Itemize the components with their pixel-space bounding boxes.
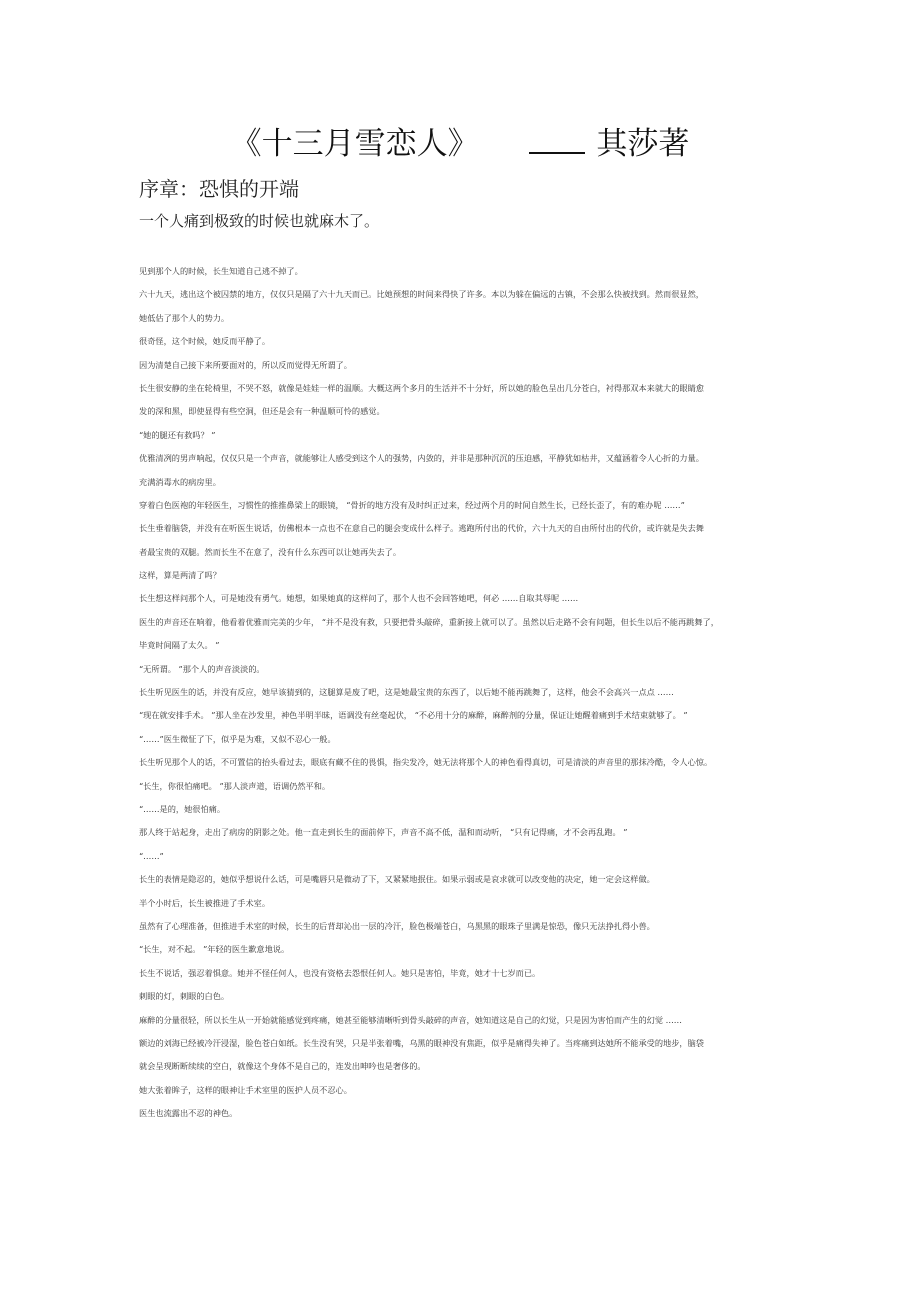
body-text bbox=[139, 260, 779, 1125]
body-line: “现在就安排手术。 ”那人坐在沙发里，神色半明半昧，语调没有丝毫起伏， “不必用十分的麻醉，麻醉剂的分量，保证让她醒着痛到手术结束就够了。 ” bbox=[139, 710, 688, 721]
body-line: 长生垂着脑袋，并没有在听医生说话，仿佛根本一点也不在意自己的腿会变成什么样子。逃跑所付出的代价，六十九天的自由所付出的代价，或许就是失去舞 bbox=[139, 523, 704, 534]
body-line: “无所谓。 ”那个人的声音淡淡的。 bbox=[139, 663, 265, 674]
body-line: 六十九天，逃出这个被囚禁的地方，仅仅只是隔了六十九天而已。比她预想的时间来得快了许多。本以为躲在偏远的古镇，不会那么快被找到。然而很显然， bbox=[139, 289, 704, 300]
body-line: 因为清楚自己接下来所要面对的，所以反而觉得无所谓了。 bbox=[139, 359, 352, 370]
body-line: 毕竟时间隔了太久。 ” bbox=[139, 640, 220, 651]
body-line: 麻醉的分量很轻，所以长生从一开始就能感觉到疼痛，她甚至能够清晰听到骨头敲碎的声音，她知道这是自己的幻觉，只是因为害怕而产生的幻觉 …… bbox=[139, 1014, 682, 1025]
body-line: 充满消毒水的病房里。 bbox=[139, 476, 221, 487]
body-line: 长生听见那个人的话，不可置信的抬头看过去，眼底有藏不住的畏惧，指尖发冷，她无法将那个人的神色看得真切，可是清淡的声音里的那抹冷酷，令人心惊。 bbox=[139, 757, 713, 768]
body-line: 者最宝贵的双腿。然而长生不在意了，没有什么东西可以让她再失去了。 bbox=[139, 546, 402, 557]
author-underline bbox=[529, 128, 585, 154]
body-line: 优雅清冽的男声响起，仅仅只是一个声音，就能够让人感受到这个人的强势，内敛的，并非是那种沉沉的压迫感，平静犹如枯井，又蕴涵着令人心折的力量。 bbox=[139, 453, 704, 464]
body-line: 长生很安静的坐在轮椅里，不哭不怒，就像是娃娃一样的温顺。大概这两个多月的生活并不十分好，所以她的脸色呈出几分苍白，衬得那双本来就大的眼睛愈 bbox=[139, 382, 704, 393]
body-line: 额边的刘海已经被冷汗浸湿，脸色苍白如纸。长生没有哭，只是半张着嘴，乌黑的眼神没有焦距，似乎是痛得失神了。当疼痛到达她所不能承受的地步，脑袋 bbox=[139, 1037, 704, 1048]
chapter-title: 序章：恐惧的开端 bbox=[139, 177, 299, 201]
document-title-row bbox=[0, 118, 920, 163]
document-author: 其莎著 bbox=[596, 126, 690, 162]
body-line: 医生的声音还在响着，他看着优雅而完美的少年， “并不是没有救，只要把骨头敲碎，重新接上就可以了。虽然以后走路不会有问题，但长生以后不能再跳舞了， bbox=[139, 616, 719, 627]
body-line: 发的深和黑，即使显得有些空洞，但还是会有一种温顺可怜的感觉。 bbox=[139, 406, 385, 417]
body-line: 见到那个人的时候，长生知道自己逃不掉了。 bbox=[139, 266, 303, 276]
body-line: 很奇怪，这个时候，她反而平静了。 bbox=[139, 336, 271, 347]
body-line: 就会呈现断断续续的空白，就像这个身体不是自己的，连发出呻吟也是奢侈的。 bbox=[139, 1061, 426, 1072]
body-line: 她低估了那个人的势力。 bbox=[139, 312, 230, 323]
document-title: 《十三月雪恋人》 bbox=[230, 126, 479, 162]
body-line: “……” bbox=[139, 850, 164, 861]
body-line: 长生想这样问那个人，可是她没有勇气。她想，如果她真的这样问了，那个人也不会回答她吧，何必 ……自取其辱呢 …… bbox=[139, 593, 579, 604]
body-line: “她的腿还有救吗？ ” bbox=[139, 429, 216, 440]
body-line: 刺眼的灯，刺眼的白色。 bbox=[139, 991, 230, 1002]
body-line: 她大张着眸子，这样的眼神让手术室里的医护人员不忍心。 bbox=[139, 1084, 352, 1095]
body-line: “……是的，她很怕痛。 bbox=[139, 803, 226, 814]
body-line: 医生也流露出不忍的神色。 bbox=[139, 1108, 238, 1119]
body-line: “……”医生微怔了下，似乎是为难，又似不忍心一般。 bbox=[139, 733, 336, 744]
body-line: 长生不说话，强忍着惧意。她并不怪任何人，也没有资格去怨恨任何人。她只是害怕，毕竟，她才十七岁而已。 bbox=[139, 967, 541, 978]
body-line: “长生，对不起。 ”年轻的医生歉意地说。 bbox=[139, 944, 290, 955]
body-line: 半个小时后，长生被推进了手术室。 bbox=[139, 897, 271, 908]
body-line: 长生听见医生的话，并没有反应，她早该猜到的，这腿算是废了吧，这是她最宝贵的东西了，以后她不能再跳舞了，这样，他会不会高兴一点点 …… bbox=[139, 687, 674, 698]
body-line: 那人终于站起身，走出了病房的阴影之处。他一直走到长生的面前停下，声音不高不低，温和而动听， “只有记得痛，才不会再乱跑。 ” bbox=[139, 827, 628, 838]
body-line: “长生，你很怕痛吧。 ”那人淡声道，语调仍然平和。 bbox=[139, 780, 331, 791]
chapter-subtitle: 一个人痛到极致的时候也就麻木了。 bbox=[139, 212, 380, 230]
body-line: 虽然有了心理准备，但推进手术室的时候，长生的后背却沁出一层的冷汗，脸色极端苍白，乌黑黑的眼珠子里满是惊恐，像只无法挣扎得小兽。 bbox=[139, 920, 655, 931]
body-line: 穿着白色医袍的年轻医生，习惯性的推推鼻梁上的眼镜， “骨折的地方没有及时纠正过来，经过两个月的时间自然生长，已经长歪了，有的难办呢 ……” bbox=[139, 499, 685, 510]
body-line: 这样，算是两清了吗？ bbox=[139, 570, 221, 581]
body-line: 长生的表情是隐忍的，她似乎想说什么话，可是嘴唇只是微动了下，又紧紧地抿住。如果示弱或是哀求就可以改变他的决定，她一定会这样做。 bbox=[139, 874, 655, 885]
